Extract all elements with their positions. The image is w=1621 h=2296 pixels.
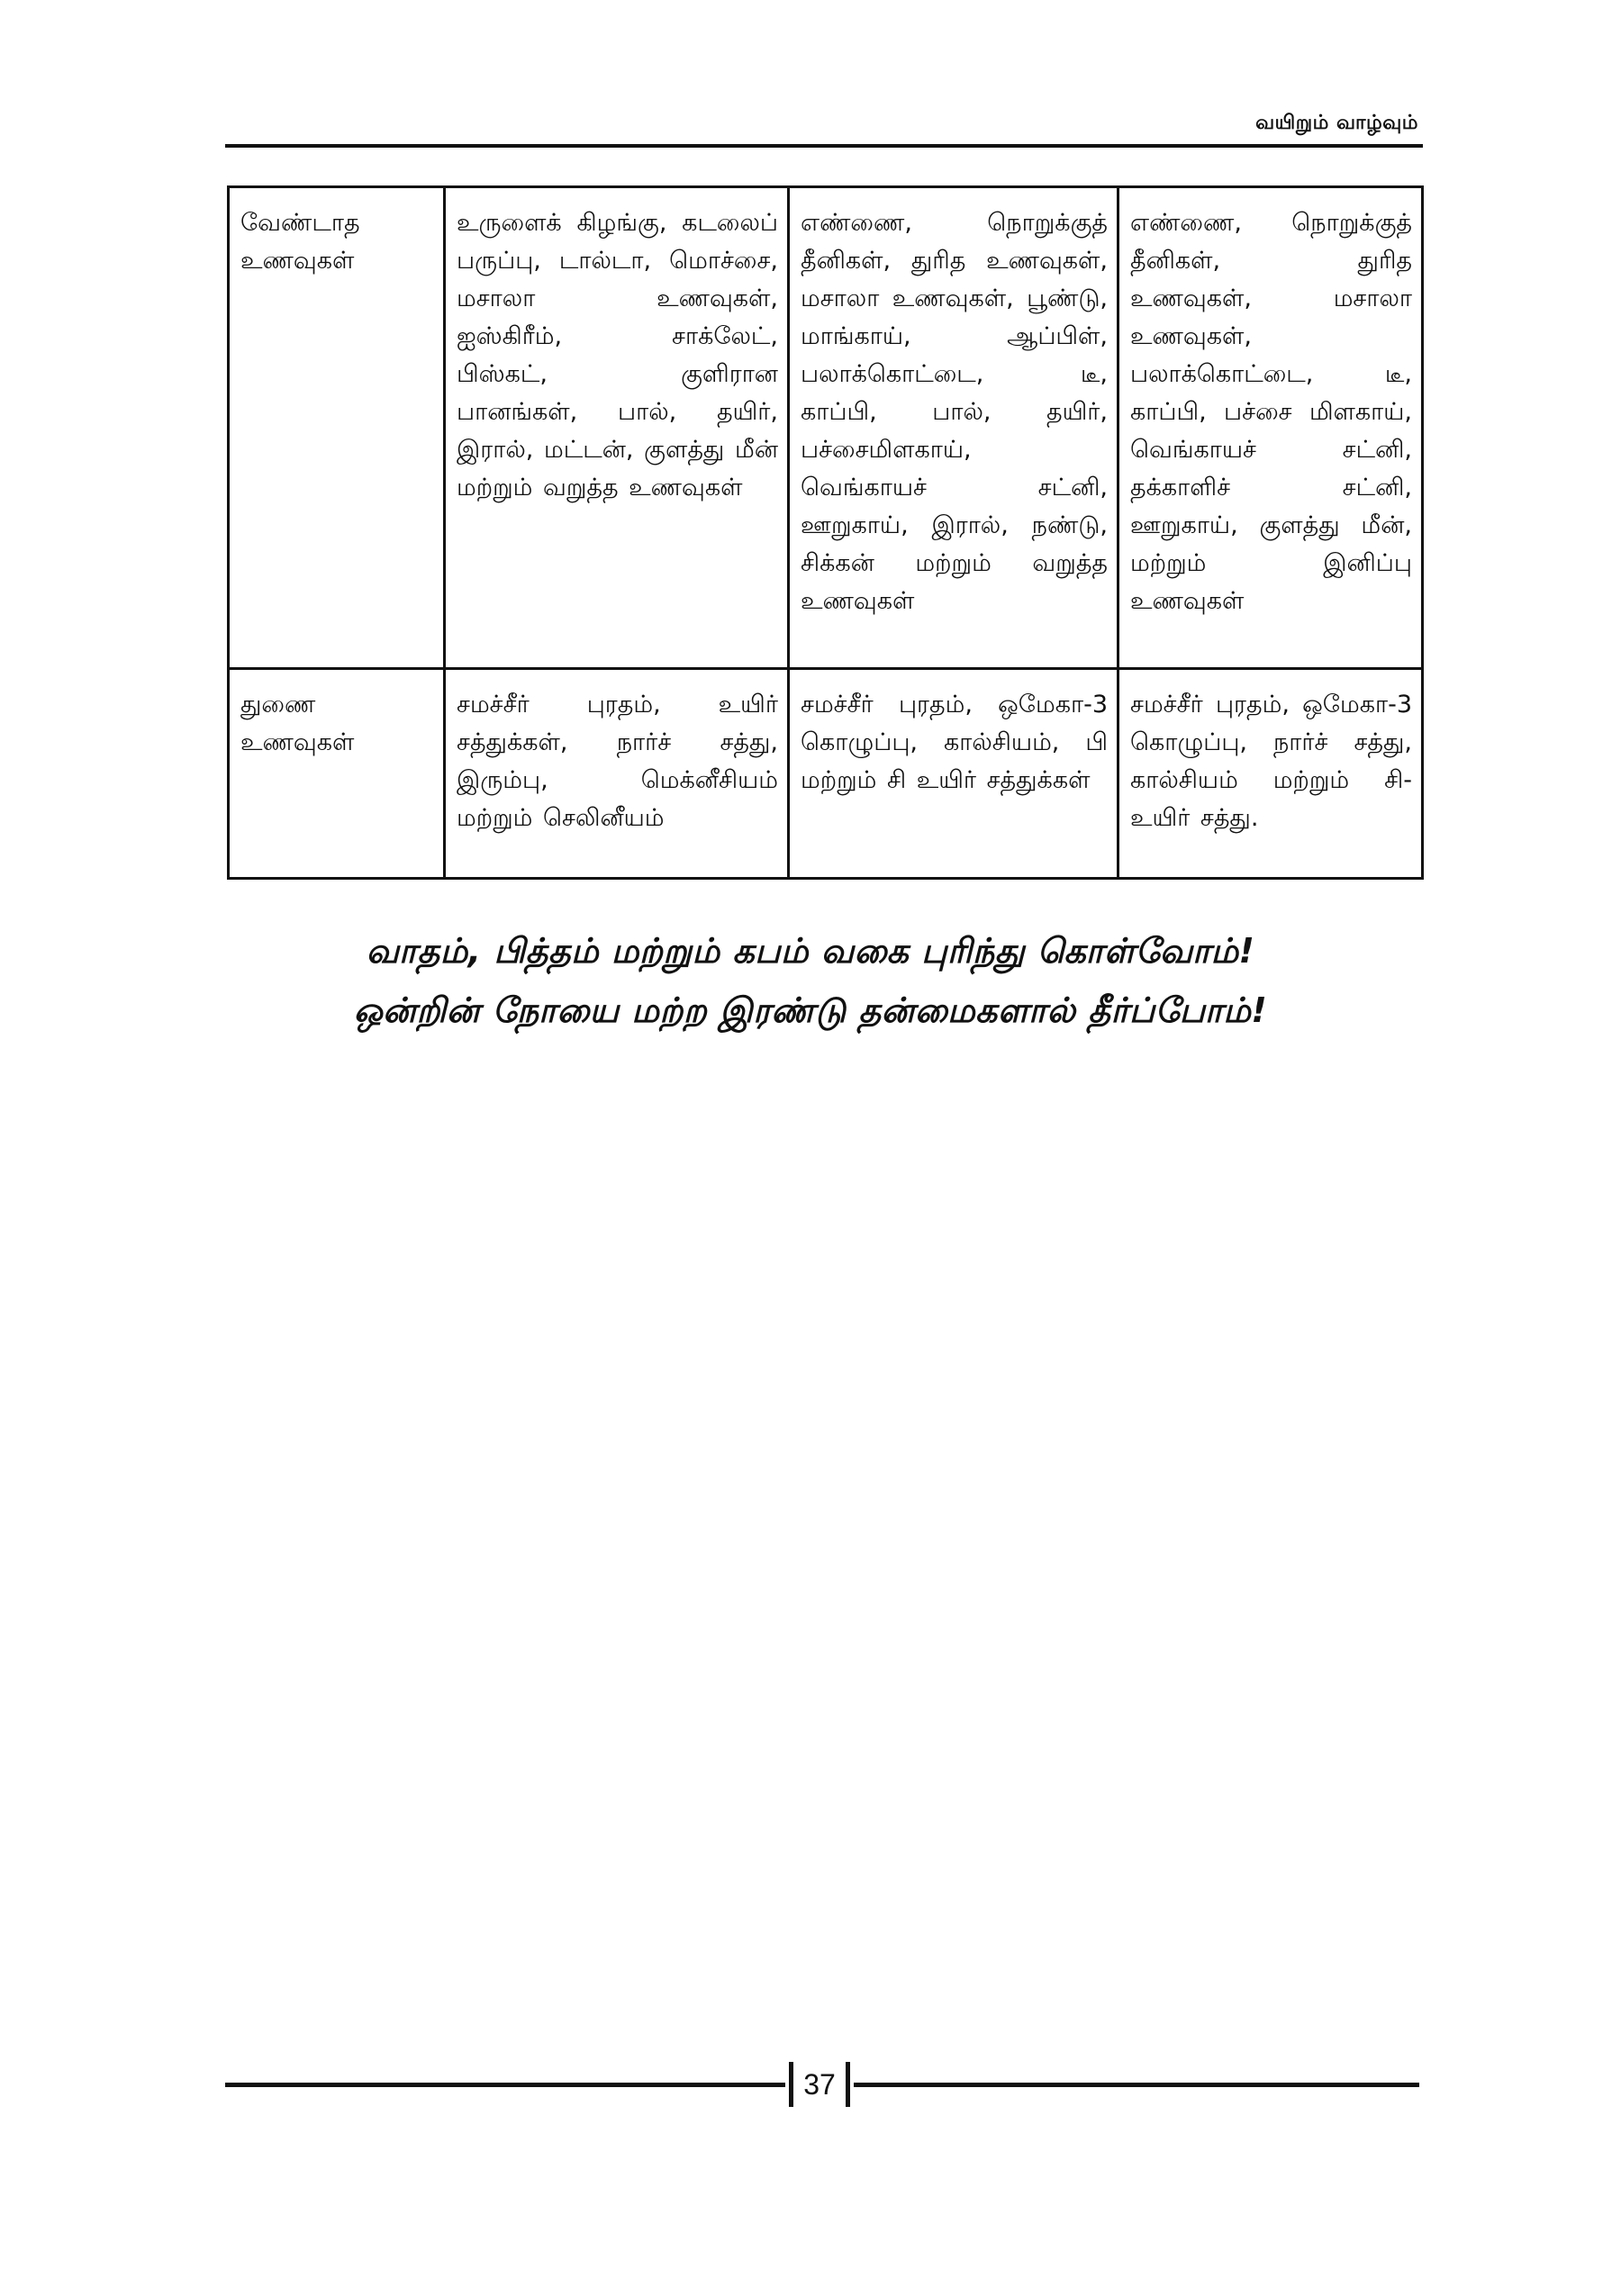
footer-rule-left [225, 2083, 785, 2087]
page-number: 37 [789, 2062, 850, 2107]
slogan-line-2: ஒன்றின் நோயை மற்ற இரண்டு தன்மைகளால் தீர்ப்போம்! [353, 990, 1268, 1030]
table-cell: உருளைக் கிழங்கு, கடலைப் பருப்பு, டால்டா, மொச்சை, மசாலா உணவுகள், ஐஸ்கிரீம், சாக்லேட், பிஸ்கட், குளிரான பானங்கள், பால், தயிர், இரால், மட்டன், குளத்து மீன் மற்றும் வறுத்த உணவுகள் [445, 187, 789, 669]
row-label-supplement: துணை உணவுகள் [229, 669, 445, 879]
slogan-line-1: வாதம், பித்தம் மற்றும் கபம் வகை புரிந்து கொள்வோம்! [366, 931, 1255, 971]
running-header-title: வயிறும் வாழ்வும் [1255, 112, 1418, 134]
table-cell: சமச்சீர் புரதம், ஒமேகா-3 கொழுப்பு, கால்சியம், பி மற்றும் சி உயிர் சத்துக்கள் [789, 669, 1118, 879]
table-row-avoid-foods [229, 187, 1423, 669]
table-cell: சமச்சீர் புரதம், உயிர் சத்துக்கள், நார்ச் சத்து, இரும்பு, மெக்னீசியம் மற்றும் செலினீயம் [445, 669, 789, 879]
table-cell: எண்ணை, நொறுக்குத் தீனிகள், துரித உணவுகள், மசாலா உணவுகள், பூண்டு, மாங்காய், ஆப்பிள், பலாக்கொட்டை, டீ, காப்பி, பால், தயிர், பச்சைமிளகாய், வெங்காயச் சட்னி, ஊறுகாய், இரால், நண்டு, சிக்கன் மற்றும் வறுத்த உணவுகள் [789, 187, 1118, 669]
table-cell: எண்ணை, நொறுக்குத் தீனிகள், துரித உணவுகள், மசாலா உணவுகள், பலாக்கொட்டை, டீ, காப்பி, பச்சை மிளகாய், வெங்காயச் சட்னி, தக்காளிச் சட்னி, ஊறுகாய், குளத்து மீன், மற்றும் இனிப்பு உணவுகள் [1118, 187, 1423, 669]
header-rule [225, 144, 1423, 148]
diet-table [227, 185, 1424, 880]
row-label-avoid: வேண்டாத உணவுகள் [229, 187, 445, 669]
table-cell: சமச்சீர் புரதம், ஒமேகா-3 கொழுப்பு, நார்ச் சத்து, கால்சியம் மற்றும் சி-உயிர் சத்து. [1118, 669, 1423, 879]
footer-rule-right [854, 2083, 1419, 2087]
table-row-supplement-foods [229, 669, 1423, 879]
